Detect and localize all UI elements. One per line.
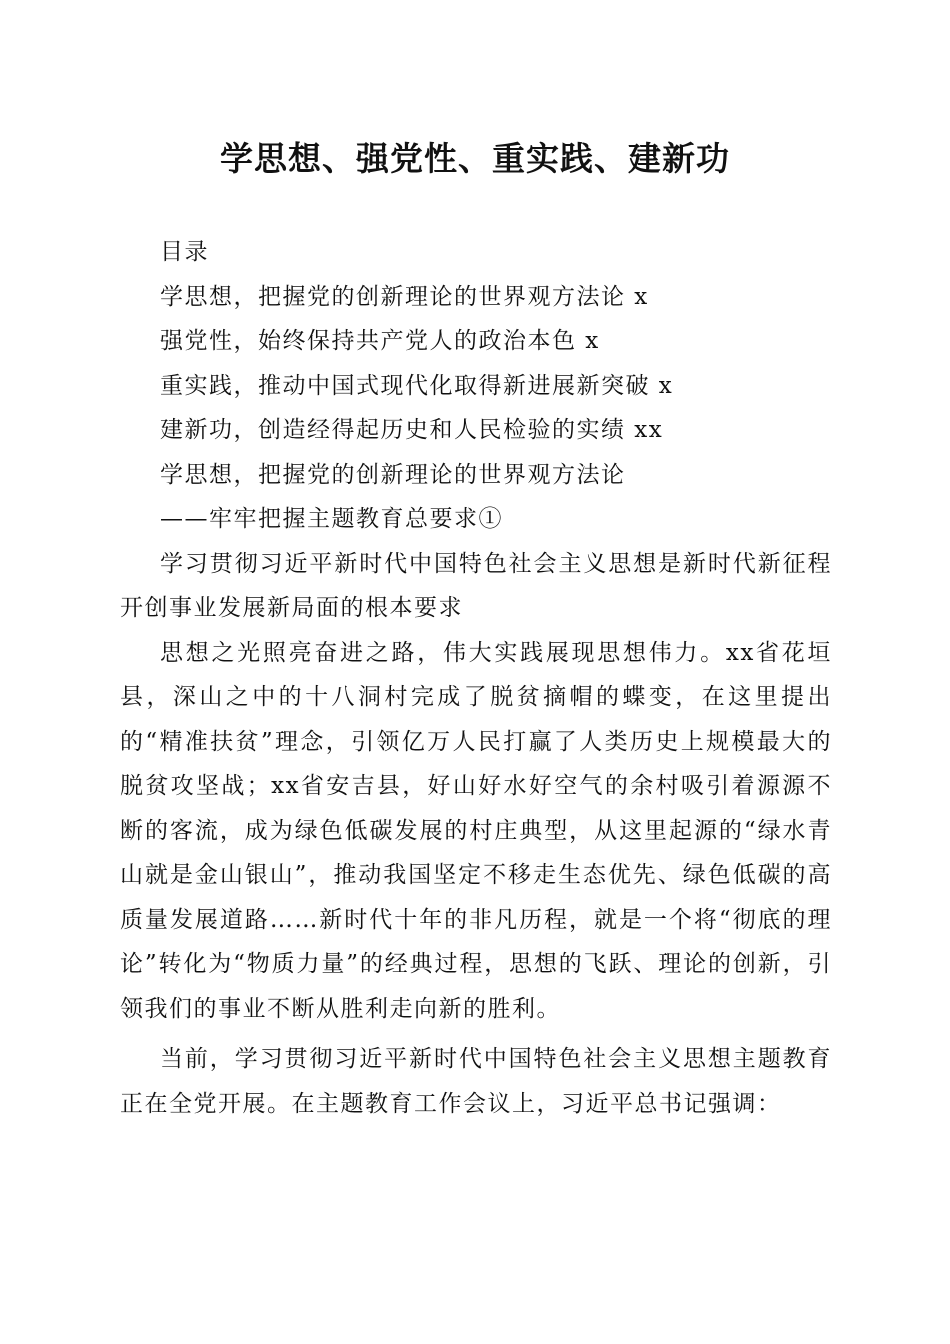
- toc-item: 建新功，创造经得起历史和人民检验的实绩 xx: [160, 417, 664, 443]
- section-title: 学思想，把握党的创新理论的世界观方法论: [160, 461, 626, 488]
- paragraph: 思想之光照亮奋进之路，伟大实践展现思想伟力。xx省花垣县，深山之中的十八洞村完成了脱贫摘帽的蝶变，在这里提出的“精准扶贫”理念，引领亿万人民打赢了人类历史上规模最大的脱贫攻坚战；xx省安吉县，好山好水好空气的余村吸引着源源不断的客流，成为绿色低碳发展的村庄典型，从这里起源的“绿水青山就是金山银山”，推动我国坚定不移走生态优先、绿色低碳的高质量发展道路……新时代十年的非凡历程，就是一个将“彻底的理论”转化为“物质力量”的经典过程，思想的飞跃、理论的创新，引领我们的事业不断从胜利走向新的胜利。: [120, 639, 832, 1022]
- paragraph: 学习贯彻习近平新时代中国特色社会主义思想是新时代新征程开创事业发展新局面的根本要求: [120, 550, 832, 621]
- toc-item: 强党性，始终保持共产党人的政治本色 x: [160, 328, 600, 354]
- document-body: [120, 230, 832, 1126]
- toc-item: 重实践，推动中国式现代化取得新进展新突破 x: [160, 372, 674, 399]
- paragraph: 当前，学习贯彻习近平新时代中国特色社会主义思想主题教育正在全党开展。在主题教育工作会议上，习近平总书记强调：: [120, 1046, 832, 1117]
- section-subtitle: ——牢牢把握主题教育总要求①: [160, 506, 503, 532]
- document-title: 学思想、强党性、重实践、建新功: [220, 139, 730, 178]
- toc-heading: 目录: [160, 239, 209, 265]
- toc-item: 学思想，把握党的创新理论的世界观方法论 x: [160, 283, 649, 310]
